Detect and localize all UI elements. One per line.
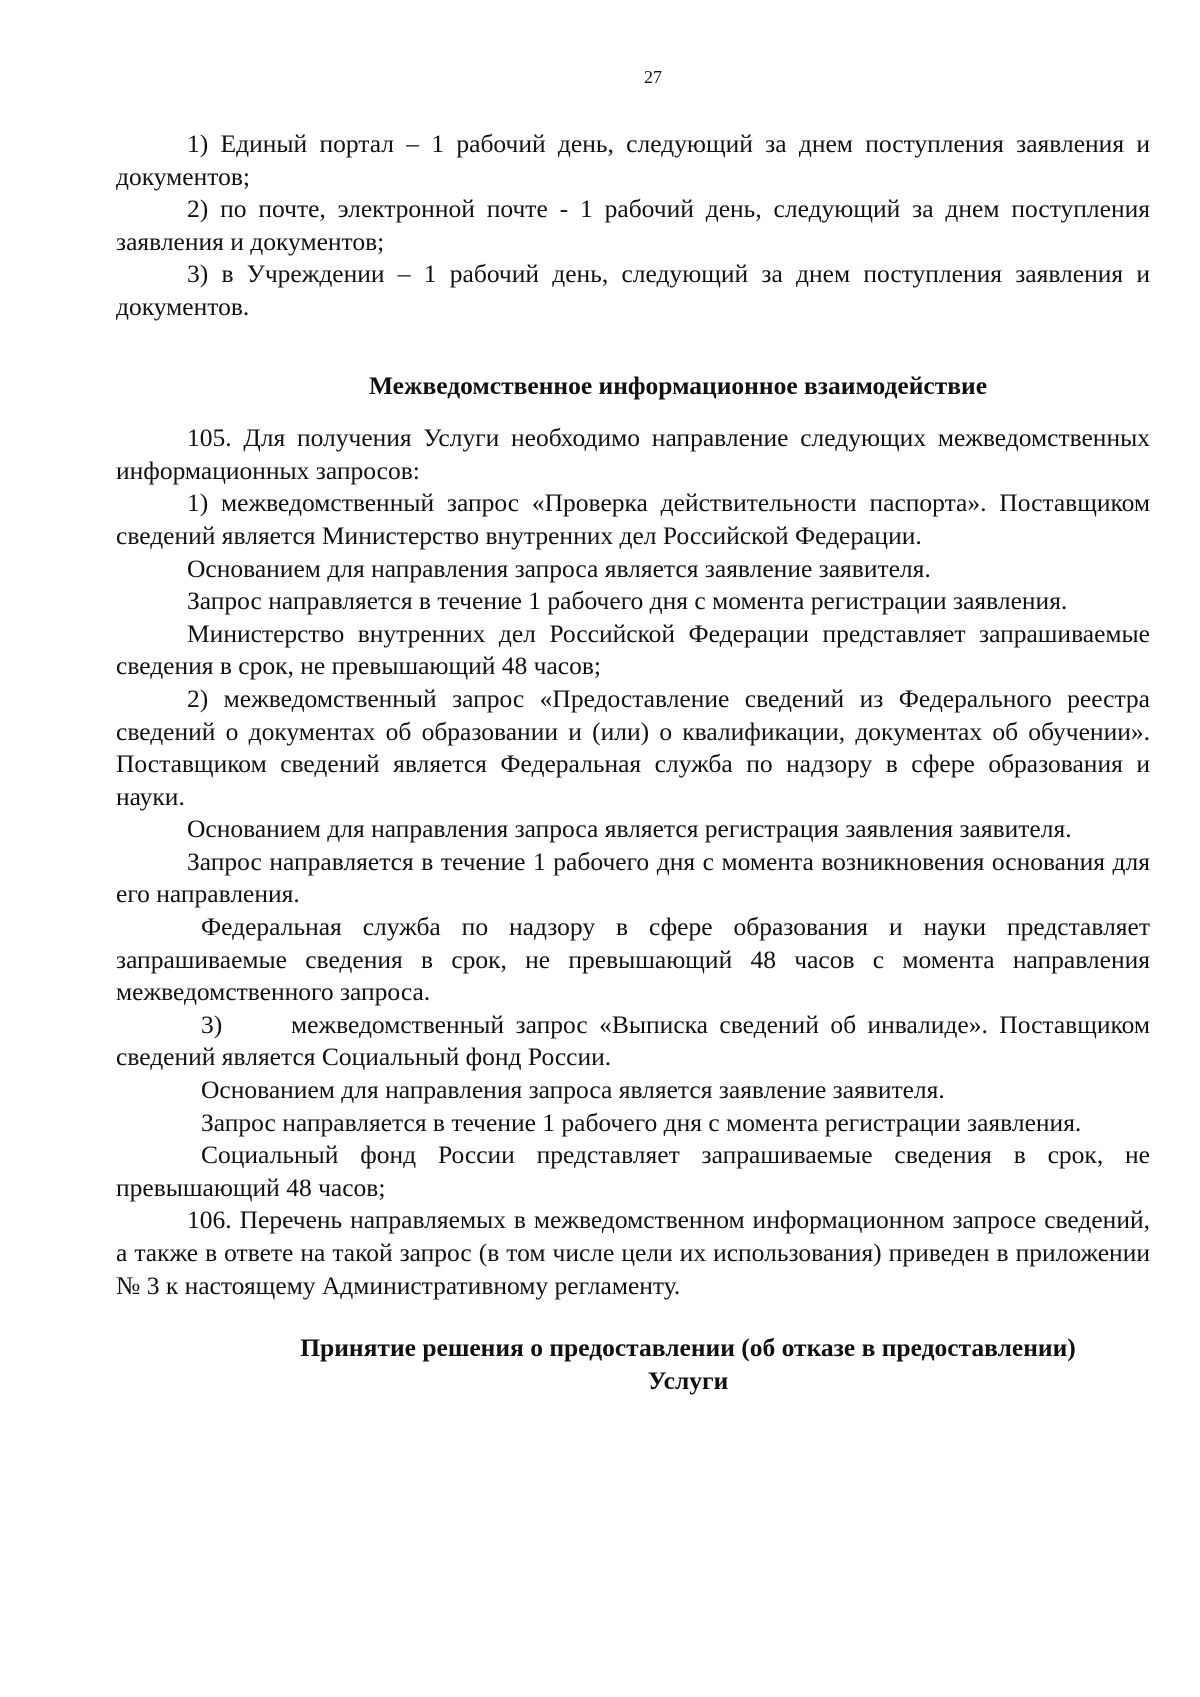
section-heading: Межведомственное информационное взаимодействие (368, 370, 988, 400)
paragraph: Запрос направляется в течение 1 рабочего дня с момента регистрации заявления. (201, 1107, 1082, 1137)
paragraph: Социальный фонд России представляет запрашиваемые сведения в срок, не превышающий 48 часов; (116, 1140, 1150, 1202)
paragraph: Запрос направляется в течение 1 рабочего дня с момента регистрации заявления. (187, 586, 1068, 616)
section-heading-line: Принятие решения о предоставлении (об отказе в предоставлении) (300, 1333, 1076, 1363)
paragraph: 105. Для получения Услуги необходимо направление следующих межведомственных информационных запросов: (116, 423, 1150, 485)
paragraph: 1) межведомственный запрос «Проверка действительности паспорта». Поставщиком сведений является Министерство внутренних дел Российской Федерации. (116, 488, 1150, 550)
paragraph: 2) межведомственный запрос «Предоставление сведений из Федерального реестра сведений о документах об образовании и (или) о квалификации, документах об обучении». Поставщиком сведений является Федеральная служба по надзору в сфере образования и науки. (116, 683, 1150, 811)
paragraph: Запрос направляется в течение 1 рабочего дня с момента возникновения основания для его направления. (116, 846, 1150, 909)
paragraph: Основанием для направления запроса является регистрация заявления заявителя. (187, 814, 1072, 844)
page-number: 27 (644, 67, 662, 87)
paragraph: 1) Единый портал – 1 рабочий день, следующий за днем поступления заявления и документов; (116, 129, 1150, 191)
paragraph: Основанием для направления запроса является заявление заявителя. (201, 1075, 945, 1105)
document-page (116, 66, 1157, 1666)
section-heading-line: Услуги (647, 1365, 729, 1395)
section-heading (116, 1332, 1150, 1397)
paragraph: Министерство внутренних дел Российской Федерации представляет запрашиваемые сведения в срок, не превышающий 48 часов; (116, 618, 1150, 681)
paragraph: 3) в Учреждении – 1 рабочий день, следующий за днем поступления заявления и документов. (116, 259, 1150, 321)
paragraph: Основанием для направления запроса является заявление заявителя. (187, 553, 931, 583)
paragraph: 3) межведомственный запрос «Выписка сведений об инвалиде». Поставщиком сведений является Социальный фонд России. (116, 1009, 1157, 1072)
paragraph: 106. Перечень направляемых в межведомственном информационном запросе сведений, а также в ответе на такой запрос (в том числе цели их использования) приведен в приложении № 3 к настоящему Административному регламенту. (116, 1205, 1150, 1300)
paragraph: 2) по почте, электронной почте - 1 рабочий день, следующий за днем поступления заявления и документов; (116, 194, 1150, 256)
paragraph: Федеральная служба по надзору в сфере образования и науки представляет запрашиваемые сведения в срок, не превышающий 48 часов с момента направления межведомственного запроса. (116, 912, 1150, 1007)
